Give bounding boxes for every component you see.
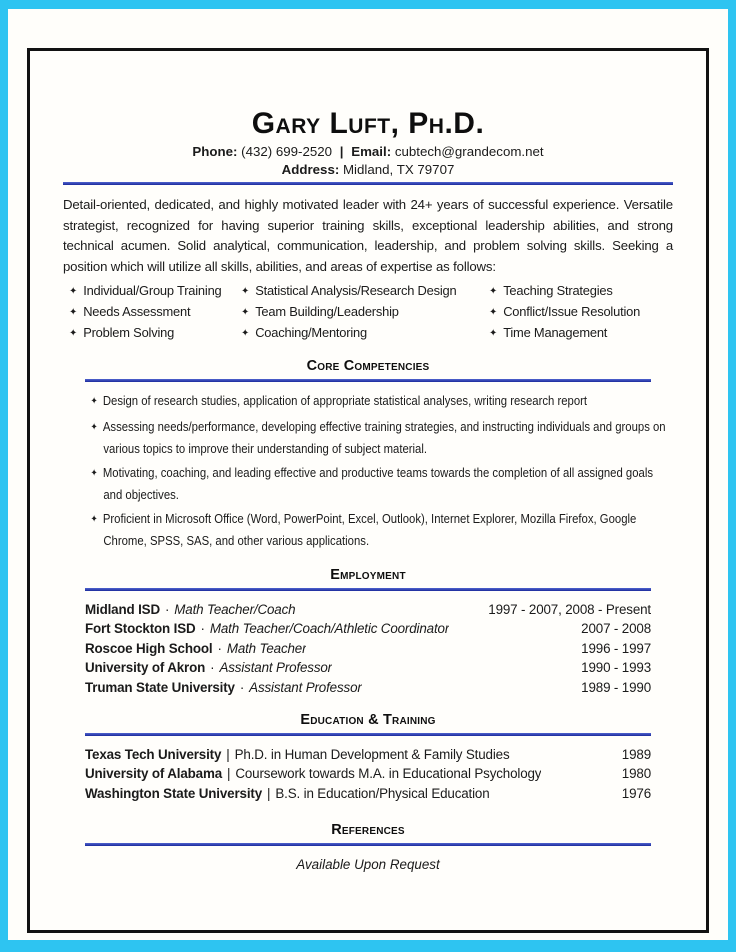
school-name: University of Alabama xyxy=(85,766,223,781)
section-divider-rule xyxy=(85,588,651,591)
diamond-bullet-icon: ✦ xyxy=(241,328,250,339)
dot-separator: · xyxy=(210,660,215,675)
employment-row xyxy=(85,639,651,659)
candidate-name: Gary Luft, Ph.D. xyxy=(251,107,485,140)
job-title: Assistant Professor xyxy=(219,660,332,675)
skills-column-3 xyxy=(489,281,673,344)
pipe-separator: | xyxy=(227,766,231,781)
diamond-bullet-icon: ✦ xyxy=(90,514,98,525)
diamond-bullet-icon: ✦ xyxy=(69,328,78,339)
phone-label: Phone: xyxy=(192,144,238,159)
skill-item xyxy=(69,281,241,302)
job-title: Math Teacher xyxy=(226,640,307,656)
phone-value: (432) 699-2520 xyxy=(241,144,333,159)
contact-separator: | xyxy=(339,144,344,159)
competency-item xyxy=(63,417,673,458)
document-page xyxy=(8,9,728,940)
employer-name: Fort Stockton ISD xyxy=(85,621,196,636)
education-entry xyxy=(85,764,541,784)
dot-separator: · xyxy=(200,621,205,636)
education-entry xyxy=(85,745,510,765)
skill-label: Needs Assessment xyxy=(83,304,191,319)
employment-entry xyxy=(85,639,306,659)
email-value: cubtech@grandecom.net xyxy=(394,144,544,159)
employment-years: 1996 - 1997 xyxy=(581,640,651,656)
competency-item xyxy=(63,509,673,550)
skill-label: Conflict/Issue Resolution xyxy=(503,304,641,319)
education-row xyxy=(85,764,651,784)
school-name: Washington State University xyxy=(85,785,262,801)
competency-text: Proficient in Microsoft Office (Word, PowerPoint, Excel, Outlook), Internet Explorer, Mozilla Firefox, Google Chrome, SPSS, SAS, and other various applications. xyxy=(102,511,637,548)
employer-name: University of Akron xyxy=(85,660,206,675)
job-title: Assistant Professor xyxy=(249,679,362,695)
address-value: Midland, TX 79707 xyxy=(342,162,455,177)
employment-entry xyxy=(85,658,332,678)
pipe-separator: | xyxy=(267,785,271,801)
education-rows xyxy=(85,745,651,804)
dot-separator: · xyxy=(239,679,245,695)
email-label: Email: xyxy=(351,144,392,159)
skill-item xyxy=(69,302,241,323)
core-competencies-list xyxy=(63,391,673,551)
skill-item xyxy=(69,323,241,344)
school-name: Texas Tech University xyxy=(85,746,222,762)
dot-separator: · xyxy=(217,640,222,656)
employment-entry xyxy=(85,678,362,698)
competency-text: Motivating, coaching, and leading effective and productive teams towards the completion of all assigned goals and objectives. xyxy=(102,465,654,502)
skill-label: Statistical Analysis/Research Design xyxy=(255,283,457,298)
education-entry xyxy=(85,784,490,804)
section-divider-rule xyxy=(85,733,651,736)
skill-label: Individual/Group Training xyxy=(83,283,222,298)
diamond-bullet-icon: ✦ xyxy=(241,307,250,318)
diamond-bullet-icon: ✦ xyxy=(489,307,498,318)
skill-label: Coaching/Mentoring xyxy=(255,325,367,340)
diamond-bullet-icon: ✦ xyxy=(489,286,498,297)
skill-item xyxy=(489,281,673,302)
employment-entry xyxy=(85,619,449,639)
degree-text: Coursework towards M.A. in Educational Psychology xyxy=(235,766,542,781)
diamond-bullet-icon: ✦ xyxy=(90,468,98,479)
diamond-bullet-icon: ✦ xyxy=(90,395,98,407)
skills-column-2 xyxy=(241,281,489,344)
competency-item xyxy=(63,463,673,504)
skill-item xyxy=(489,323,673,344)
competency-text: Design of research studies, application of appropriate statistical analyses, writing research report xyxy=(102,392,588,408)
education-row xyxy=(85,745,651,765)
section-title-core-competencies: Core Competencies xyxy=(306,358,430,374)
references-note: Available Upon Request xyxy=(296,856,440,872)
skills-list xyxy=(63,281,673,344)
employer-name: Truman State University xyxy=(85,679,235,695)
header-divider-rule xyxy=(63,182,673,185)
employment-row xyxy=(85,658,651,678)
skill-item xyxy=(241,302,489,323)
employment-rows xyxy=(85,600,651,698)
skills-column-1 xyxy=(69,281,241,344)
diamond-bullet-icon: ✦ xyxy=(69,286,78,297)
education-year: 1976 xyxy=(621,785,651,801)
skill-label: Team Building/Leadership xyxy=(255,304,399,319)
employment-years: 1990 - 1993 xyxy=(581,660,651,675)
skill-label: Problem Solving xyxy=(83,325,175,340)
diamond-bullet-icon: ✦ xyxy=(241,286,250,297)
competency-text: Assessing needs/performance, developing effective training strategies, and instructing individuals and groups on various topics to improve their understanding of subject material. xyxy=(102,419,666,456)
employer-name: Midland ISD xyxy=(85,601,160,617)
employment-row xyxy=(85,619,651,639)
section-title-references: References xyxy=(331,822,405,838)
employment-years: 1997 - 2007, 2008 - Present xyxy=(488,601,651,617)
employment-years: 1989 - 1990 xyxy=(581,679,651,695)
job-title: Math Teacher/Coach xyxy=(174,601,296,617)
skill-label: Time Management xyxy=(503,325,608,340)
employer-name: Roscoe High School xyxy=(85,640,213,656)
section-title-education: Education & Training xyxy=(300,712,436,728)
skill-label: Teaching Strategies xyxy=(503,283,613,298)
employment-row xyxy=(85,600,651,620)
pipe-separator: | xyxy=(226,746,230,762)
skill-item xyxy=(489,302,673,323)
dot-separator: · xyxy=(164,601,170,617)
resume-border-frame xyxy=(27,48,709,933)
employment-entry xyxy=(85,600,295,620)
diamond-bullet-icon: ✦ xyxy=(489,328,498,339)
section-divider-rule xyxy=(85,843,651,846)
address-line xyxy=(63,161,673,179)
competency-item xyxy=(63,391,673,413)
employment-row xyxy=(85,678,651,698)
degree-text: Ph.D. in Human Development & Family Studies xyxy=(234,746,510,762)
section-title-employment: Employment xyxy=(330,567,406,583)
education-year: 1989 xyxy=(621,746,651,762)
diamond-bullet-icon: ✦ xyxy=(69,307,78,318)
section-divider-rule xyxy=(85,379,651,382)
employment-years: 2007 - 2008 xyxy=(581,621,651,636)
diamond-bullet-icon: ✦ xyxy=(90,422,98,433)
education-row xyxy=(85,784,651,804)
contact-line xyxy=(63,143,673,161)
skill-item xyxy=(241,281,489,302)
summary-paragraph: Detail-oriented, dedicated, and highly motivated leader with 24+ years of successful experience. Versatile strategist, recognized for having superior training skills, exceptional leadership abilities, and strong technical acumen. Solid analytical, communication, leadership, and problem solving skills. Seeking a position which will utilize all skills, abilities, and areas of expertise as follows: xyxy=(63,197,673,274)
degree-text: B.S. in Education/Physical Education xyxy=(275,785,490,801)
skill-item xyxy=(241,323,489,344)
job-title: Math Teacher/Coach/Athletic Coordinator xyxy=(209,621,450,636)
education-year: 1980 xyxy=(621,766,651,781)
address-label: Address: xyxy=(281,162,340,177)
